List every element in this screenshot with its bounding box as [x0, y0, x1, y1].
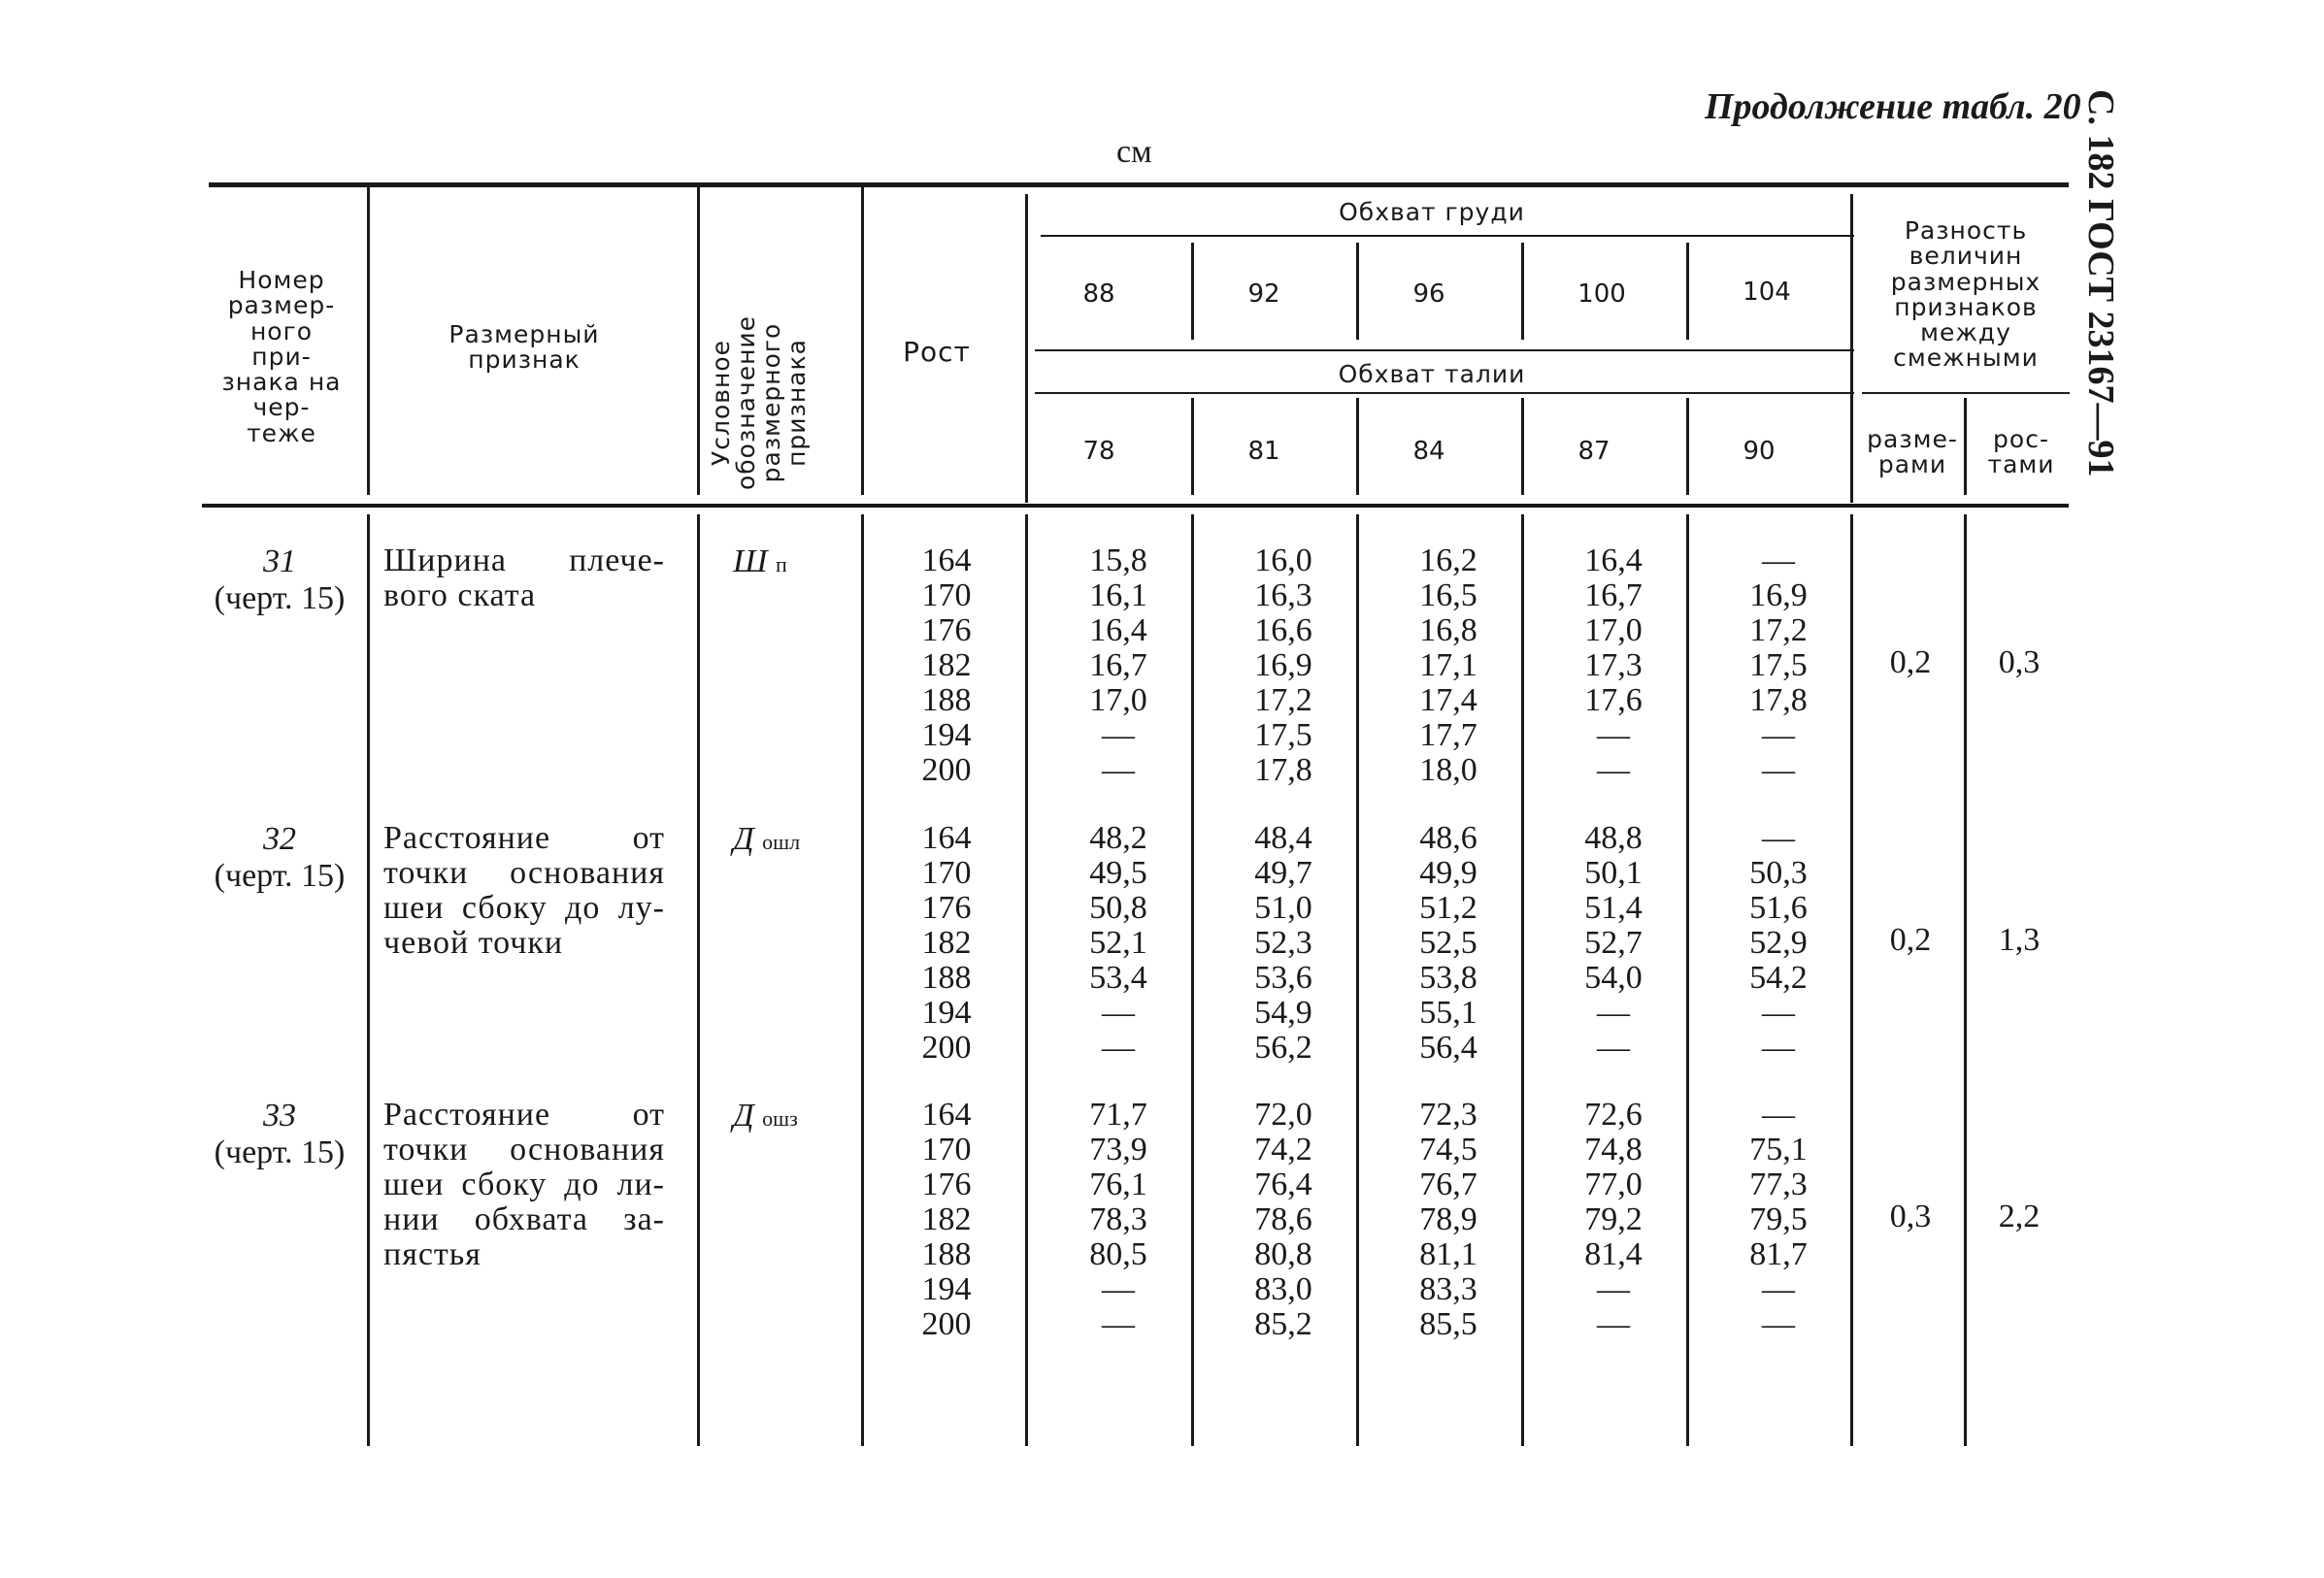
measurement-value: 53,6 — [1254, 960, 1312, 996]
height-value: 182 — [921, 1201, 972, 1237]
measurement-value: 17,2 — [1749, 612, 1808, 648]
measurement-value: 17,0 — [1584, 612, 1643, 648]
height-value: 170 — [921, 577, 972, 613]
unit-label: см — [1116, 134, 1152, 170]
chest-value: 96 — [1412, 279, 1445, 309]
measurement-value: 77,3 — [1749, 1167, 1808, 1202]
drawing-reference: (черт. 15) — [214, 580, 346, 616]
measurement-value: 16,4 — [1089, 612, 1147, 648]
measurement-value: — — [1597, 1306, 1630, 1342]
drawing-reference: (черт. 15) — [214, 858, 346, 894]
measurement-value: 16,9 — [1749, 577, 1808, 613]
feature-number — [202, 821, 357, 895]
chest-value: 100 — [1577, 279, 1626, 309]
measurement-value: — — [1762, 542, 1795, 578]
measurement-value: 71,7 — [1089, 1097, 1147, 1133]
measurement-value: — — [1762, 1030, 1795, 1066]
feature-symbol-sub: ошз — [762, 1106, 798, 1131]
measurement-value: 75,1 — [1749, 1132, 1808, 1167]
measurement-value: 56,4 — [1419, 1030, 1477, 1066]
measurement-value: 78,9 — [1419, 1201, 1477, 1237]
measurement-value: — — [1597, 995, 1630, 1031]
measurement-value: 51,0 — [1254, 890, 1312, 926]
height-value: 200 — [921, 1030, 972, 1066]
chest-divider-2 — [1356, 243, 1359, 340]
measurement-value: 51,4 — [1584, 890, 1643, 926]
measurement-value: 50,1 — [1584, 855, 1643, 891]
chest-values-rule — [1035, 349, 1854, 351]
col-divider-5 — [1850, 194, 1853, 503]
measurement-value: — — [1102, 717, 1135, 753]
height-value: 188 — [921, 682, 972, 718]
body-divider-7 — [1521, 514, 1524, 1446]
chest-value: 88 — [1082, 279, 1115, 309]
height-value: 194 — [921, 995, 972, 1031]
measurement-value: 49,9 — [1419, 855, 1477, 891]
height-value: 176 — [921, 890, 972, 926]
feature-symbol-main: Ш — [733, 543, 768, 579]
height-value: 188 — [921, 960, 972, 996]
measurement-value: 79,5 — [1749, 1201, 1808, 1237]
measurement-value: 83,0 — [1254, 1271, 1312, 1307]
measurement-value: 72,0 — [1254, 1097, 1312, 1133]
height-value: 188 — [921, 1236, 972, 1272]
measurement-value: 81,1 — [1419, 1236, 1477, 1272]
feature-number — [202, 543, 357, 617]
height-value: 170 — [921, 1132, 972, 1167]
feature-number-value: 32 — [263, 821, 296, 857]
waist-value: 87 — [1577, 437, 1610, 466]
body-divider-5 — [1191, 514, 1194, 1446]
col-divider-4 — [1025, 194, 1028, 503]
measurement-value: 52,7 — [1584, 925, 1643, 961]
measurement-value: — — [1597, 717, 1630, 753]
waist-divider-1 — [1191, 398, 1194, 495]
chest-label-rule — [1041, 235, 1854, 237]
body-divider-3 — [861, 514, 864, 1446]
height-value: 164 — [921, 1097, 972, 1133]
measurement-value: — — [1102, 1306, 1135, 1342]
measurement-value: 74,2 — [1254, 1132, 1312, 1167]
diff-sizes-value: 0,2 — [1889, 922, 1932, 958]
measurement-value: 49,7 — [1254, 855, 1312, 891]
measurement-value: 17,4 — [1419, 682, 1477, 718]
measurement-value: — — [1102, 1030, 1135, 1066]
measurement-value: 48,8 — [1584, 820, 1643, 856]
measurement-value: — — [1762, 1306, 1795, 1342]
measurement-value: 17,8 — [1749, 682, 1808, 718]
diff-sizes-value: 0,2 — [1889, 644, 1932, 680]
waist-divider-3 — [1521, 398, 1524, 495]
body-divider-6 — [1356, 514, 1359, 1446]
header-symbol: Условное обозначение размерного признака — [707, 314, 811, 491]
measurement-value: 17,5 — [1749, 647, 1808, 683]
chest-value: 104 — [1743, 278, 1791, 307]
measurement-value: — — [1102, 995, 1135, 1031]
diff-heights-value: 0,3 — [1998, 644, 2041, 680]
measurement-value: 16,4 — [1584, 542, 1643, 578]
height-value: 164 — [921, 820, 972, 856]
col-divider-3 — [861, 186, 864, 495]
measurement-value: 50,8 — [1089, 890, 1147, 926]
measurement-value: 53,8 — [1419, 960, 1477, 996]
measurement-value: 16,0 — [1254, 542, 1312, 578]
table-top-rule — [209, 182, 2069, 187]
measurement-value: 53,4 — [1089, 960, 1147, 996]
measurement-value: — — [1762, 752, 1795, 788]
measurement-value: 48,4 — [1254, 820, 1312, 856]
measurement-value: 17,8 — [1254, 752, 1312, 788]
measurement-value: 83,3 — [1419, 1271, 1477, 1307]
feature-symbol-sub: п — [775, 552, 787, 576]
waist-value: 78 — [1082, 437, 1115, 466]
header-chest-label: Обхват груди — [1339, 198, 1525, 226]
measurement-value: 17,7 — [1419, 717, 1477, 753]
body-divider-4 — [1025, 514, 1028, 1446]
measurement-value: 76,4 — [1254, 1167, 1312, 1202]
measurement-value: 79,2 — [1584, 1201, 1643, 1237]
chest-divider-4 — [1686, 243, 1689, 340]
feature-symbol — [733, 543, 787, 580]
chest-divider-1 — [1191, 243, 1194, 340]
drawing-reference: (черт. 15) — [214, 1134, 346, 1170]
measurement-value: 80,5 — [1089, 1236, 1147, 1272]
measurement-value: 16,7 — [1584, 577, 1643, 613]
measurement-value: 76,1 — [1089, 1167, 1147, 1202]
body-divider-8 — [1686, 514, 1689, 1446]
header-diff-heights: рос-тами — [1987, 425, 2055, 479]
measurement-value: 56,2 — [1254, 1030, 1312, 1066]
measurement-value: 81,7 — [1749, 1236, 1808, 1272]
col-divider-2 — [697, 186, 700, 495]
measurement-value: 72,3 — [1419, 1097, 1477, 1133]
measurement-value: 50,3 — [1749, 855, 1808, 891]
measurement-value: 16,8 — [1419, 612, 1477, 648]
height-value: 200 — [921, 1306, 972, 1342]
measurement-value: 52,9 — [1749, 925, 1808, 961]
measurement-value: 73,9 — [1089, 1132, 1147, 1167]
col-divider-1 — [367, 186, 370, 495]
header-diff-label: Разность величин размерных признаков между смежными — [1890, 216, 2042, 373]
feature-symbol-main: Д — [733, 821, 754, 857]
height-value: 194 — [921, 1271, 972, 1307]
page-side-title: С. 182 ГОСТ 23167—91 — [2080, 89, 2121, 477]
measurement-value: — — [1762, 717, 1795, 753]
diff-sizes-value: 0,3 — [1889, 1199, 1932, 1234]
measurement-value: 16,2 — [1419, 542, 1477, 578]
measurement-value: — — [1597, 752, 1630, 788]
feature-number-value: 33 — [263, 1098, 296, 1134]
waist-divider-4 — [1686, 398, 1689, 495]
measurement-value: 52,5 — [1419, 925, 1477, 961]
measurement-value: 15,8 — [1089, 542, 1147, 578]
height-value: 164 — [921, 542, 972, 578]
continuation-title: Продолжение табл. 20 — [1705, 86, 2081, 127]
measurement-value: — — [1597, 1030, 1630, 1066]
measurement-value: 54,9 — [1254, 995, 1312, 1031]
measurement-value: 16,3 — [1254, 577, 1312, 613]
header-number: Номер размер-ного при-знака на чер-теже — [221, 266, 342, 447]
measurement-value: 74,5 — [1419, 1132, 1477, 1167]
measurement-value: 17,2 — [1254, 682, 1312, 718]
measurement-value: 17,5 — [1254, 717, 1312, 753]
measurement-value: — — [1762, 995, 1795, 1031]
measurement-value: 17,0 — [1089, 682, 1147, 718]
height-value: 170 — [921, 855, 972, 891]
measurement-value: 16,6 — [1254, 612, 1312, 648]
measurement-value: 54,0 — [1584, 960, 1643, 996]
feature-name: Расстояние от точки основания шеи сбоку до ли-нии обхвата за-пястья — [383, 1097, 665, 1272]
header-bottom-rule — [202, 504, 2069, 508]
body-divider-9 — [1850, 514, 1853, 1446]
header-waist-label: Обхват талии — [1338, 360, 1526, 388]
measurement-value: 52,1 — [1089, 925, 1147, 961]
waist-value: 84 — [1412, 437, 1445, 466]
body-divider-10 — [1964, 514, 1967, 1446]
measurement-value: 85,5 — [1419, 1306, 1477, 1342]
measurement-value: 52,3 — [1254, 925, 1312, 961]
measurement-value: 72,6 — [1584, 1097, 1643, 1133]
measurement-value: 55,1 — [1419, 995, 1477, 1031]
measurement-value: 16,9 — [1254, 647, 1312, 683]
diff-heights-value: 1,3 — [1998, 922, 2041, 958]
height-value: 176 — [921, 612, 972, 648]
measurement-value: 17,3 — [1584, 647, 1643, 683]
feature-name: Расстояние от точки основания шеи сбоку до лу-чевой точки — [383, 820, 665, 961]
waist-divider-2 — [1356, 398, 1359, 495]
measurement-value: — — [1597, 1271, 1630, 1307]
measurement-value: 16,1 — [1089, 577, 1147, 613]
body-divider-2 — [697, 514, 700, 1446]
header-height: Рост — [903, 336, 971, 368]
measurement-value: — — [1762, 1271, 1795, 1307]
diff-divider — [1964, 398, 1967, 495]
measurement-value: 17,6 — [1584, 682, 1643, 718]
measurement-value: 74,8 — [1584, 1132, 1643, 1167]
waist-value: 90 — [1743, 437, 1776, 466]
height-value: 194 — [921, 717, 972, 753]
measurement-value: 18,0 — [1419, 752, 1477, 788]
measurement-value: 80,8 — [1254, 1236, 1312, 1272]
waist-value: 81 — [1247, 437, 1280, 466]
feature-number — [202, 1098, 357, 1171]
feature-name: Ширина плече-вого ската — [383, 542, 665, 613]
measurement-value: 16,5 — [1419, 577, 1477, 613]
height-value: 176 — [921, 1167, 972, 1202]
diff-heights-value: 2,2 — [1998, 1199, 2041, 1234]
feature-number-value: 31 — [263, 543, 296, 579]
measurement-value: 48,2 — [1089, 820, 1147, 856]
measurement-value: — — [1762, 820, 1795, 856]
measurement-value: 81,4 — [1584, 1236, 1643, 1272]
height-value: 200 — [921, 752, 972, 788]
measurement-value: — — [1102, 752, 1135, 788]
feature-symbol-main: Д — [733, 1098, 754, 1134]
header-diff-sizes: разме-рами — [1867, 425, 1958, 479]
chest-value: 92 — [1247, 279, 1280, 309]
feature-symbol-sub: ошл — [762, 830, 801, 854]
measurement-value: 48,6 — [1419, 820, 1477, 856]
measurement-value: 51,2 — [1419, 890, 1477, 926]
measurement-value: 77,0 — [1584, 1167, 1643, 1202]
measurement-value: 16,7 — [1089, 647, 1147, 683]
measurement-value: — — [1102, 1271, 1135, 1307]
measurement-value: 78,3 — [1089, 1201, 1147, 1237]
body-divider-1 — [367, 514, 370, 1446]
chest-divider-3 — [1521, 243, 1524, 340]
measurement-value: 17,1 — [1419, 647, 1477, 683]
measurement-value: — — [1762, 1097, 1795, 1133]
feature-symbol — [733, 1098, 798, 1134]
diff-label-rule — [1862, 392, 2070, 394]
measurement-value: 49,5 — [1089, 855, 1147, 891]
measurement-value: 76,7 — [1419, 1167, 1477, 1202]
feature-symbol — [733, 821, 800, 858]
measurement-value: 51,6 — [1749, 890, 1808, 926]
measurement-value: 78,6 — [1254, 1201, 1312, 1237]
measurement-value: 85,2 — [1254, 1306, 1312, 1342]
height-value: 182 — [921, 647, 972, 683]
measurement-value: 54,2 — [1749, 960, 1808, 996]
height-value: 182 — [921, 925, 972, 961]
header-feature: Размерный признак — [448, 320, 600, 375]
waist-label-rule — [1035, 392, 1854, 394]
